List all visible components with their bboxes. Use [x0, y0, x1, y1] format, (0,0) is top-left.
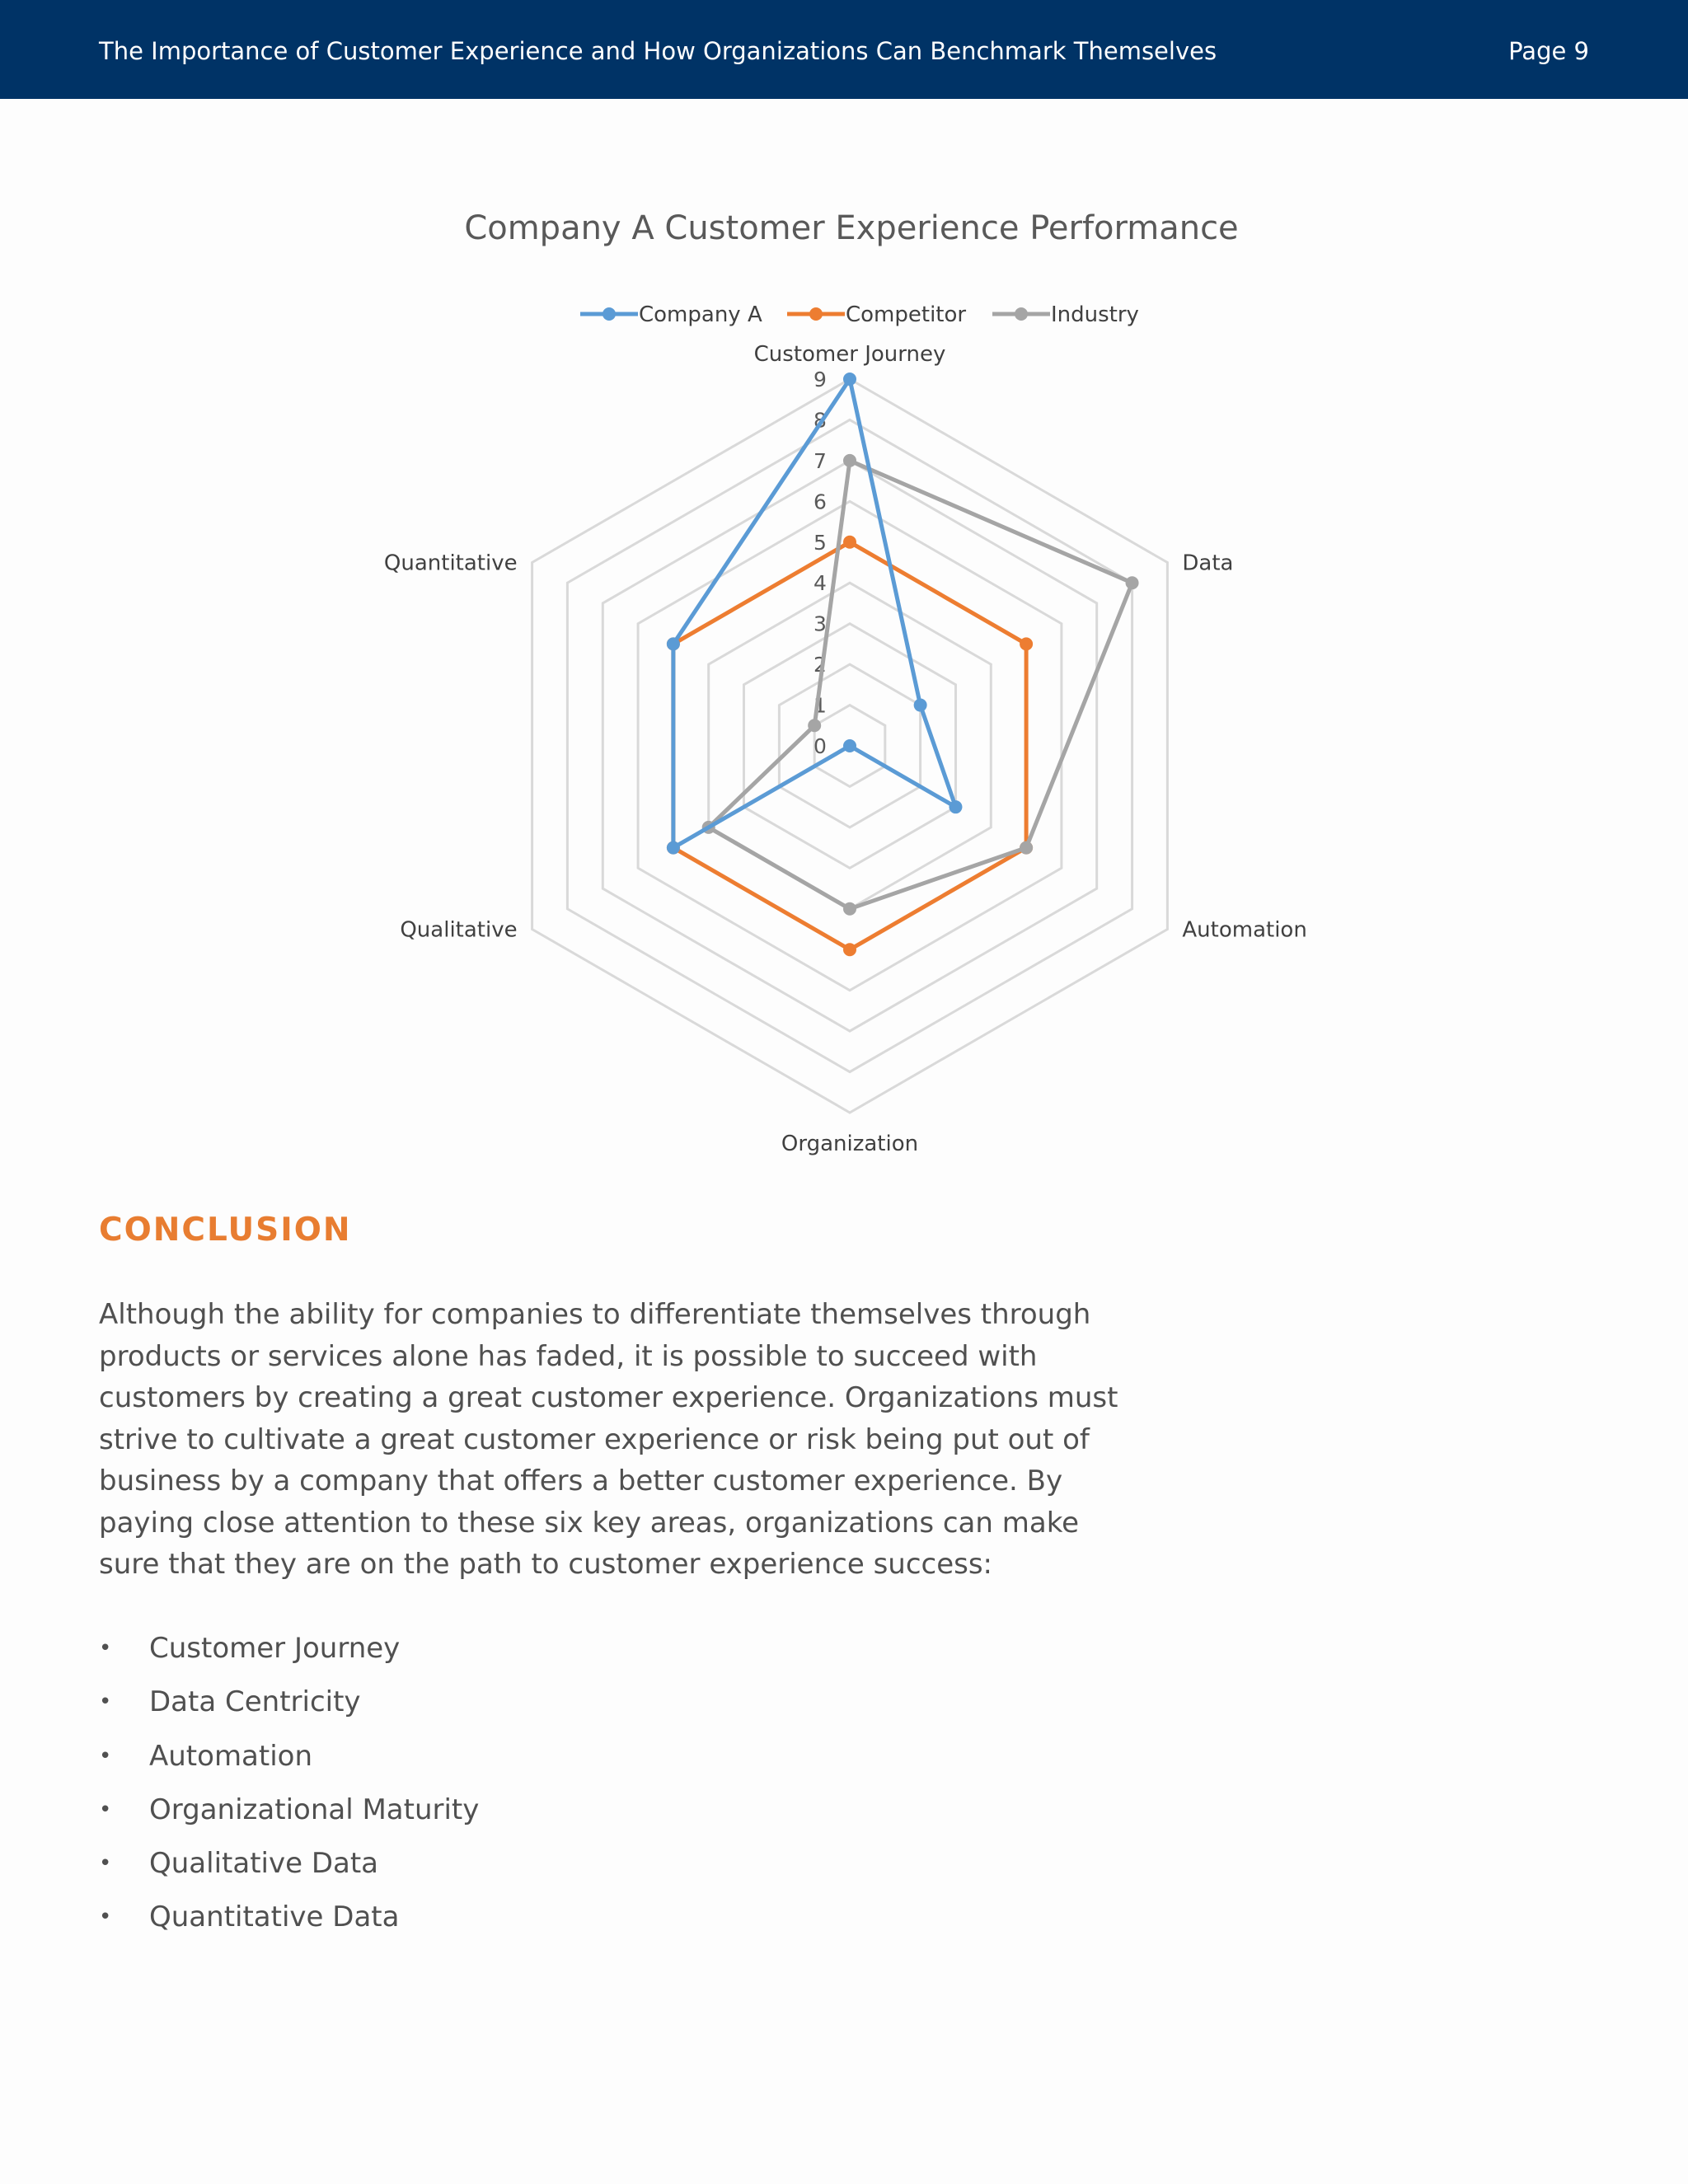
list-item-label: Customer Journey: [149, 1632, 401, 1665]
data-point: [843, 536, 856, 549]
bullet-icon: •: [99, 1690, 112, 1715]
tick-label: 3: [814, 612, 827, 636]
legend-item: [580, 302, 762, 327]
list-item: [99, 1892, 479, 1946]
legend-swatch-marker: [809, 307, 823, 321]
list-item: [99, 1677, 479, 1731]
chart-legend: [580, 302, 1139, 327]
data-point: [843, 739, 856, 752]
bullet-icon: •: [99, 1636, 112, 1661]
bullet-icon: •: [99, 1851, 112, 1877]
list-item: [99, 1839, 479, 1892]
series-line: [709, 461, 1132, 909]
chart-series: [667, 373, 1139, 956]
data-point: [843, 943, 856, 956]
legend-item: [992, 302, 1139, 327]
tick-label: 5: [814, 530, 827, 555]
data-point: [667, 841, 680, 855]
tick-label: 9: [814, 368, 827, 391]
chart-title: Company A Customer Experience Performance: [464, 209, 1239, 247]
bullet-icon: •: [99, 1905, 112, 1930]
axis-label: Qualitative: [400, 917, 518, 943]
axis-label: Customer Journey: [753, 342, 946, 367]
data-point: [1020, 637, 1033, 650]
tick-label: 4: [814, 571, 827, 596]
conclusion-paragraph: Although the ability for companies to differentiate themselves through products or services alone has faded, it is possible to succeed with customers by creating a great customer experience. Organizations must strive to cultivate a great customer experience or risk being put out of business by a company that offers a better customer experience. By paying close attention to these six key areas, organizations can make sure that they are on the path to customer experience success:: [99, 1298, 1118, 1581]
legend-item: [787, 302, 966, 327]
legend-label: Industry: [1051, 302, 1139, 327]
data-point: [1020, 841, 1033, 855]
data-point: [914, 699, 927, 712]
list-item-label: Qualitative Data: [149, 1847, 379, 1881]
page-header: [0, 0, 1688, 99]
tick-label: 7: [814, 448, 827, 473]
legend-swatch-marker: [1015, 307, 1028, 321]
legend-label: Competitor: [846, 302, 967, 327]
data-point: [843, 373, 856, 386]
list-item-label: Automation: [149, 1739, 313, 1773]
list-item-label: Data Centricity: [149, 1685, 361, 1719]
series-industry: [702, 454, 1139, 916]
data-point: [843, 454, 856, 467]
list-item-label: Quantitative Data: [149, 1900, 400, 1934]
page-number: Page 9: [1508, 37, 1589, 65]
tick-label: 0: [814, 734, 827, 758]
legend-label: Company A: [639, 302, 762, 327]
axis-label: Organization: [781, 1132, 919, 1156]
data-point: [949, 800, 962, 813]
legend-swatch-marker: [603, 307, 616, 321]
document-title: The Importance of Customer Experience and How Organizations Can Benchmark Themselves: [99, 37, 1217, 65]
list-item: [99, 1732, 479, 1785]
list-item: [99, 1785, 479, 1839]
tick-label: 2: [814, 653, 827, 677]
bullet-icon: •: [99, 1797, 112, 1822]
key-areas-list: [99, 1624, 479, 1947]
tick-label: 8: [814, 408, 827, 433]
radar-chart: [0, 190, 1688, 1179]
list-item: [99, 1624, 479, 1677]
axis-label: Quantitative: [383, 551, 518, 576]
conclusion-heading: CONCLUSION: [99, 1212, 352, 1249]
list-item-label: Organizational Maturity: [149, 1793, 480, 1826]
axis-label: Automation: [1182, 917, 1307, 943]
bullet-icon: •: [99, 1743, 112, 1769]
tick-label: 1: [814, 693, 827, 718]
data-point: [843, 902, 856, 916]
data-point: [667, 637, 680, 650]
axis-label: Data: [1182, 551, 1234, 576]
data-point: [1126, 576, 1139, 589]
data-point: [808, 719, 821, 732]
tick-label: 6: [814, 490, 827, 514]
